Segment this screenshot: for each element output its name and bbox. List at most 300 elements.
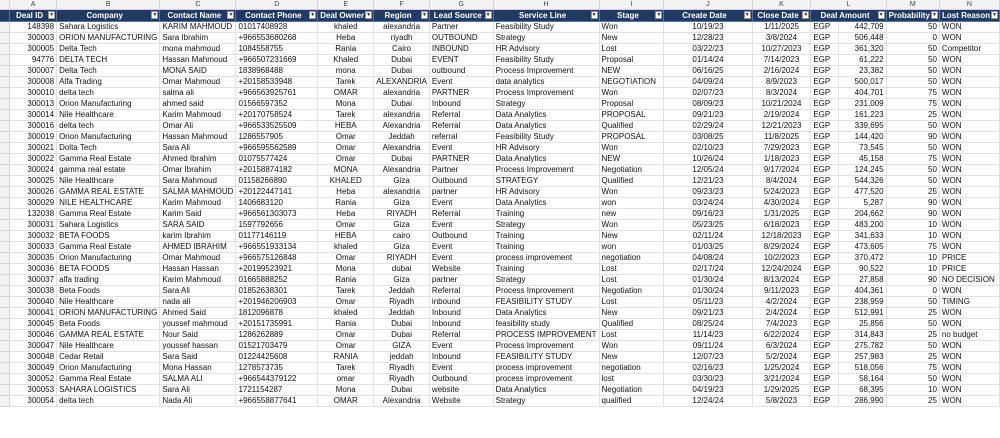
cell[interactable]: 5/2/2024: [752, 352, 811, 363]
cell[interactable]: 50: [886, 297, 939, 308]
cell[interactable]: referral: [429, 132, 493, 143]
cell[interactable]: WON: [939, 209, 999, 220]
cell[interactable]: Heba: [318, 187, 374, 198]
cell[interactable]: Event: [429, 77, 493, 88]
header-create-date[interactable]: [664, 10, 752, 22]
cell[interactable]: 300003: [10, 33, 57, 44]
cell[interactable]: Outbound: [429, 374, 493, 385]
column-letter-f[interactable]: F: [374, 0, 430, 10]
cell[interactable]: WON: [939, 220, 999, 231]
cell[interactable]: Event: [429, 363, 493, 374]
cell[interactable]: Sahara Logistics: [57, 22, 160, 33]
cell[interactable]: qualified: [599, 396, 664, 407]
row-number[interactable]: [0, 33, 10, 44]
cell[interactable]: Mona: [318, 264, 374, 275]
cell[interactable]: 10/26/24: [664, 154, 752, 165]
cell[interactable]: Inbound: [429, 352, 493, 363]
cell[interactable]: Lost: [599, 297, 664, 308]
cell[interactable]: WON: [939, 77, 999, 88]
cell[interactable]: 7/29/2023: [752, 143, 811, 154]
filter-active-icon[interactable]: ▼: [931, 12, 937, 18]
filter-dropdown-icon[interactable]: ▼: [485, 12, 491, 18]
cell[interactable]: NO DECISION: [939, 275, 999, 286]
cell[interactable]: KARIM MAHMOUD: [160, 22, 236, 33]
cell[interactable]: HEBA: [318, 121, 374, 132]
cell[interactable]: SALMA ALI: [160, 374, 236, 385]
row-number[interactable]: [0, 264, 10, 275]
cell[interactable]: 02/16/23: [664, 363, 752, 374]
cell[interactable]: Omar Ibrahim: [160, 165, 236, 176]
cell[interactable]: 161,223: [838, 110, 886, 121]
cell[interactable]: 404,361: [838, 286, 886, 297]
cell[interactable]: Data Analytics: [493, 110, 599, 121]
cell[interactable]: +20199523921: [236, 264, 318, 275]
cell[interactable]: INBOUND: [429, 44, 493, 55]
cell[interactable]: 12/28/23: [664, 33, 752, 44]
cell[interactable]: Sara Mahmoud: [160, 176, 236, 187]
cell[interactable]: Dubai: [374, 319, 430, 330]
cell[interactable]: 300007: [10, 66, 57, 77]
cell[interactable]: jeddah: [374, 352, 430, 363]
cell[interactable]: Delta Tech: [57, 44, 160, 55]
cell[interactable]: +966563925761: [236, 88, 318, 99]
cell[interactable]: 300024: [10, 165, 57, 176]
cell[interactable]: Rania: [318, 198, 374, 209]
cell[interactable]: WON: [939, 176, 999, 187]
cell[interactable]: 8/4/2024: [752, 176, 811, 187]
cell[interactable]: 300041: [10, 308, 57, 319]
cell[interactable]: alexandria: [374, 88, 430, 99]
cell[interactable]: EGP: [811, 77, 838, 88]
cell[interactable]: 1/25/2024: [752, 363, 811, 374]
cell[interactable]: Delta Tech: [57, 66, 160, 77]
cell[interactable]: Qualified: [599, 121, 664, 132]
cell[interactable]: Dubai: [374, 330, 430, 341]
cell[interactable]: WON: [939, 66, 999, 77]
cell[interactable]: 90: [886, 132, 939, 143]
cell[interactable]: RIYADH: [374, 209, 430, 220]
cell[interactable]: Won: [599, 187, 664, 198]
header-deal-amount[interactable]: [811, 10, 886, 22]
cell[interactable]: Karim Mahmoud: [160, 110, 236, 121]
cell[interactable]: 300049: [10, 363, 57, 374]
cell[interactable]: Rania: [318, 319, 374, 330]
cell[interactable]: 1084558755: [236, 44, 318, 55]
filter-dropdown-icon[interactable]: ▼: [49, 12, 55, 18]
cell[interactable]: Giza: [374, 242, 430, 253]
cell[interactable]: 50: [886, 143, 939, 154]
cell[interactable]: 50: [886, 44, 939, 55]
cell[interactable]: 300040: [10, 297, 57, 308]
cell[interactable]: 03/22/23: [664, 44, 752, 55]
row-number[interactable]: [0, 374, 10, 385]
cell[interactable]: 12/18/2023: [752, 231, 811, 242]
cell[interactable]: 08/25/24: [664, 319, 752, 330]
cell[interactable]: Tarek: [318, 110, 374, 121]
cell[interactable]: 90: [886, 209, 939, 220]
cell[interactable]: 01665888252: [236, 275, 318, 286]
cell[interactable]: Negotiation: [599, 165, 664, 176]
cell[interactable]: 10: [886, 253, 939, 264]
cell[interactable]: Won: [599, 22, 664, 33]
cell[interactable]: 25: [886, 187, 939, 198]
cell[interactable]: WON: [939, 319, 999, 330]
cell[interactable]: 300038: [10, 286, 57, 297]
row-number[interactable]: [0, 396, 10, 407]
row-number[interactable]: [0, 319, 10, 330]
cell[interactable]: Strategy: [493, 396, 599, 407]
cell[interactable]: Sara Ali: [160, 286, 236, 297]
cell[interactable]: 6/18/2023: [752, 220, 811, 231]
cell[interactable]: 11/8/2025: [752, 132, 811, 143]
cell[interactable]: Mona: [318, 99, 374, 110]
row-number[interactable]: [0, 121, 10, 132]
cell[interactable]: SAHARA LOGISTICS: [57, 385, 160, 396]
cell[interactable]: +20158874182: [236, 165, 318, 176]
cell[interactable]: Process Improvement: [493, 165, 599, 176]
cell[interactable]: 02/07/23: [664, 88, 752, 99]
cell[interactable]: MONA: [318, 165, 374, 176]
cell[interactable]: +966561303073: [236, 209, 318, 220]
cell[interactable]: 8/13/2024: [752, 275, 811, 286]
cell[interactable]: 1721154287: [236, 385, 318, 396]
cell[interactable]: 02/29/24: [664, 121, 752, 132]
cell[interactable]: Orion Manufacturing: [57, 363, 160, 374]
cell[interactable]: riyadh: [374, 33, 430, 44]
cell[interactable]: NEGOTIATION: [599, 77, 664, 88]
cell[interactable]: 50: [886, 374, 939, 385]
cell[interactable]: NILE HEALTHCARE: [57, 198, 160, 209]
cell[interactable]: delta tech: [57, 396, 160, 407]
cell[interactable]: Omar Ali: [160, 121, 236, 132]
cell[interactable]: 05/11/23: [664, 297, 752, 308]
cell[interactable]: EGP: [811, 187, 838, 198]
cell[interactable]: Strategy: [493, 275, 599, 286]
cell[interactable]: 50: [886, 165, 939, 176]
cell[interactable]: 10: [886, 231, 939, 242]
cell[interactable]: 300010: [10, 88, 57, 99]
cell[interactable]: OMAR: [318, 396, 374, 407]
filter-dropdown-icon[interactable]: ▼: [878, 12, 884, 18]
cell[interactable]: 7/14/2023: [752, 55, 811, 66]
cell[interactable]: Inbound: [429, 319, 493, 330]
cell[interactable]: Beta Foods: [57, 286, 160, 297]
cell[interactable]: WON: [939, 99, 999, 110]
cell[interactable]: WON: [939, 121, 999, 132]
cell[interactable]: 03/30/23: [664, 374, 752, 385]
cell[interactable]: 300052: [10, 374, 57, 385]
cell[interactable]: 300025: [10, 176, 57, 187]
cell[interactable]: Referral: [429, 110, 493, 121]
cell[interactable]: 300005: [10, 44, 57, 55]
cell[interactable]: Hassan Hassan: [160, 264, 236, 275]
cell[interactable]: 3/8/2024: [752, 33, 811, 44]
cell[interactable]: 04/19/23: [664, 385, 752, 396]
cell[interactable]: Omar: [318, 132, 374, 143]
cell[interactable]: HEBA: [318, 231, 374, 242]
cell[interactable]: youssef hassan: [160, 341, 236, 352]
row-number[interactable]: [0, 110, 10, 121]
cell[interactable]: 4/2/2024: [752, 297, 811, 308]
cell[interactable]: Tarek: [318, 286, 374, 297]
cell[interactable]: 404,701: [838, 88, 886, 99]
cell[interactable]: 06/16/25: [664, 66, 752, 77]
cell[interactable]: 1/31/2025: [752, 209, 811, 220]
cell[interactable]: Event: [429, 341, 493, 352]
cell[interactable]: Feasibility Study: [493, 132, 599, 143]
cell[interactable]: EVENT: [429, 55, 493, 66]
cell[interactable]: Mona Hassan: [160, 363, 236, 374]
cell[interactable]: 132038: [10, 209, 57, 220]
cell[interactable]: 4/30/2024: [752, 198, 811, 209]
cell[interactable]: 9/11/2023: [752, 286, 811, 297]
column-letter-m[interactable]: M: [886, 0, 939, 10]
cell[interactable]: 02/17/24: [664, 264, 752, 275]
cell[interactable]: Alexandria: [374, 396, 430, 407]
cell[interactable]: 10: [886, 264, 939, 275]
header-company[interactable]: [57, 10, 160, 22]
cell[interactable]: 27,858: [838, 275, 886, 286]
cell[interactable]: +20170758524: [236, 110, 318, 121]
cell[interactable]: 124,245: [838, 165, 886, 176]
cell[interactable]: WON: [939, 286, 999, 297]
cell[interactable]: Alfa Trading: [57, 77, 160, 88]
cell[interactable]: 50: [886, 319, 939, 330]
row-number[interactable]: [0, 165, 10, 176]
column-letter-h[interactable]: H: [493, 0, 599, 10]
cell[interactable]: GAMMA REAL ESTATE: [57, 330, 160, 341]
cell[interactable]: 12/24/24: [664, 396, 752, 407]
cell[interactable]: Training: [493, 209, 599, 220]
cell[interactable]: Inbound: [429, 99, 493, 110]
cell[interactable]: Giza: [374, 176, 430, 187]
cell[interactable]: mona mahmoud: [160, 44, 236, 55]
cell[interactable]: 25,856: [838, 319, 886, 330]
cell[interactable]: 300048: [10, 352, 57, 363]
cell[interactable]: 1286262889: [236, 330, 318, 341]
cell[interactable]: 08/09/23: [664, 99, 752, 110]
cell[interactable]: ALEXANDRIA: [374, 77, 430, 88]
cell[interactable]: 10/2/2023: [752, 253, 811, 264]
cell[interactable]: gamma real estate: [57, 165, 160, 176]
filter-dropdown-icon[interactable]: ▼: [366, 12, 372, 18]
cell[interactable]: 300053: [10, 385, 57, 396]
column-letter-n[interactable]: N: [939, 0, 999, 10]
cell[interactable]: +966551933134: [236, 242, 318, 253]
cell[interactable]: Omar Mahmoud: [160, 77, 236, 88]
cell[interactable]: Strategy: [493, 220, 599, 231]
filter-dropdown-icon[interactable]: ▼: [421, 12, 427, 18]
cell[interactable]: 12/21/2023: [752, 121, 811, 132]
cell[interactable]: 204,662: [838, 209, 886, 220]
cell[interactable]: RANIA: [318, 352, 374, 363]
cell[interactable]: EGP: [811, 22, 838, 33]
cell[interactable]: process improvement: [493, 363, 599, 374]
row-number[interactable]: [0, 363, 10, 374]
cell[interactable]: 45,158: [838, 154, 886, 165]
cell[interactable]: AHMED IBRAHIM: [160, 242, 236, 253]
cell[interactable]: KHALED: [318, 176, 374, 187]
cell[interactable]: Won: [599, 220, 664, 231]
cell[interactable]: Proposal: [599, 55, 664, 66]
row-number[interactable]: [0, 308, 10, 319]
cell[interactable]: 483,200: [838, 220, 886, 231]
cell[interactable]: Data Analytics: [493, 121, 599, 132]
cell[interactable]: PROCESS IMPROVEMENT: [493, 330, 599, 341]
cell[interactable]: Orion Manufacturing: [57, 99, 160, 110]
cell[interactable]: WON: [939, 385, 999, 396]
cell[interactable]: Omar: [318, 341, 374, 352]
cell[interactable]: 02/11/24: [664, 231, 752, 242]
cell[interactable]: Data Analytics: [493, 385, 599, 396]
cell[interactable]: 148398: [10, 22, 57, 33]
row-number[interactable]: [0, 330, 10, 341]
cell[interactable]: Nile Healthcare: [57, 176, 160, 187]
cell[interactable]: Tarek: [318, 77, 374, 88]
cell[interactable]: Ahmed Ibrahim: [160, 154, 236, 165]
cell[interactable]: delta tech: [57, 88, 160, 99]
cell[interactable]: 12/07/23: [664, 352, 752, 363]
cell[interactable]: Riyadh: [374, 297, 430, 308]
cell[interactable]: 300033: [10, 242, 57, 253]
cell[interactable]: 09/23/23: [664, 187, 752, 198]
cell[interactable]: Process Improvement: [493, 66, 599, 77]
cell[interactable]: New: [599, 352, 664, 363]
cell[interactable]: 1/29/2025: [752, 385, 811, 396]
cell[interactable]: OMAR: [318, 88, 374, 99]
cell[interactable]: Feasibility Study: [493, 22, 599, 33]
cell[interactable]: khaled: [318, 308, 374, 319]
cell[interactable]: HR Advisory: [493, 187, 599, 198]
cell[interactable]: Nada Ali: [160, 396, 236, 407]
cell[interactable]: 2/16/2024: [752, 66, 811, 77]
cell[interactable]: Lost: [599, 330, 664, 341]
cell[interactable]: Mona: [318, 385, 374, 396]
cell[interactable]: WON: [939, 88, 999, 99]
cell[interactable]: 500,017: [838, 77, 886, 88]
cell[interactable]: 04/08/24: [664, 253, 752, 264]
header-probability[interactable]: [886, 10, 939, 22]
cell[interactable]: 12/24/2024: [752, 264, 811, 275]
cell[interactable]: new: [599, 209, 664, 220]
cell[interactable]: PROPOSAL: [599, 110, 664, 121]
header-stage[interactable]: [599, 10, 664, 22]
cell[interactable]: Strategy: [493, 99, 599, 110]
cell[interactable]: Omar: [318, 330, 374, 341]
cell[interactable]: Gamma Real Estate: [57, 242, 160, 253]
cell[interactable]: +966558877641: [236, 396, 318, 407]
cell[interactable]: Partner: [429, 22, 493, 33]
cell[interactable]: no budget: [939, 330, 999, 341]
cell[interactable]: youssef mahmoud: [160, 319, 236, 330]
cell[interactable]: 09/21/23: [664, 110, 752, 121]
row-number[interactable]: [0, 231, 10, 242]
cell[interactable]: WON: [939, 187, 999, 198]
cell[interactable]: lost: [599, 374, 664, 385]
row-number[interactable]: [0, 132, 10, 143]
cell[interactable]: Omar: [318, 297, 374, 308]
filter-dropdown-icon[interactable]: ▼: [744, 12, 750, 18]
cell[interactable]: Website: [429, 264, 493, 275]
cell[interactable]: 50: [886, 22, 939, 33]
cell[interactable]: Sara Ali: [160, 385, 236, 396]
cell[interactable]: Referral: [429, 286, 493, 297]
cell[interactable]: 25: [886, 330, 939, 341]
cell[interactable]: EGP: [811, 275, 838, 286]
cell[interactable]: +20158533948: [236, 77, 318, 88]
cell[interactable]: EGP: [811, 220, 838, 231]
cell[interactable]: +966507231669: [236, 55, 318, 66]
cell[interactable]: 512,991: [838, 308, 886, 319]
cell[interactable]: Nile Healthcare: [57, 297, 160, 308]
cell[interactable]: STRATEGY: [493, 176, 599, 187]
column-letter-a[interactable]: A: [10, 0, 57, 10]
row-number[interactable]: [0, 66, 10, 77]
cell[interactable]: 11/14/23: [664, 330, 752, 341]
filter-dropdown-icon[interactable]: ▼: [310, 12, 316, 18]
cell[interactable]: WON: [939, 154, 999, 165]
cell[interactable]: 300013: [10, 99, 57, 110]
cell[interactable]: Referral: [429, 209, 493, 220]
cell[interactable]: 1812096878: [236, 308, 318, 319]
cell[interactable]: partner: [429, 187, 493, 198]
cell[interactable]: WON: [939, 55, 999, 66]
cell[interactable]: Website: [429, 396, 493, 407]
cell[interactable]: EGP: [811, 154, 838, 165]
cell[interactable]: EGP: [811, 66, 838, 77]
filter-dropdown-icon[interactable]: ▼: [152, 12, 158, 18]
column-letter-d[interactable]: D: [236, 0, 318, 10]
cell[interactable]: Strategy: [493, 33, 599, 44]
cell[interactable]: WON: [939, 396, 999, 407]
cell[interactable]: 75: [886, 363, 939, 374]
cell[interactable]: +966553680268: [236, 33, 318, 44]
cell[interactable]: dubai: [374, 264, 430, 275]
cell[interactable]: FEASIBILITY STUDY: [493, 297, 599, 308]
cell[interactable]: Karim Mahmoud: [160, 198, 236, 209]
cell[interactable]: data analytics: [493, 77, 599, 88]
cell[interactable]: Khaled: [318, 55, 374, 66]
cell[interactable]: Omar: [318, 154, 374, 165]
cell[interactable]: WON: [939, 33, 999, 44]
cell[interactable]: 506,448: [838, 33, 886, 44]
cell[interactable]: Rania: [318, 44, 374, 55]
cell[interactable]: Karim Said: [160, 209, 236, 220]
cell[interactable]: 300032: [10, 231, 57, 242]
cell[interactable]: SARA SAID: [160, 220, 236, 231]
cell[interactable]: 300045: [10, 319, 57, 330]
cell[interactable]: +966595562589: [236, 143, 318, 154]
cell[interactable]: DELTA TECH: [57, 55, 160, 66]
cell[interactable]: alfa trading: [57, 275, 160, 286]
cell[interactable]: Gamma Real Estate: [57, 374, 160, 385]
cell[interactable]: partner: [429, 275, 493, 286]
cell[interactable]: negotiation: [599, 253, 664, 264]
cell[interactable]: FEASIBILITY STUDY: [493, 352, 599, 363]
cell[interactable]: 7/4/2023: [752, 319, 811, 330]
cell[interactable]: EGP: [811, 242, 838, 253]
cell[interactable]: 10/19/23: [664, 22, 752, 33]
cell[interactable]: Omar Mahmoud: [160, 253, 236, 264]
cell[interactable]: 1406683120: [236, 198, 318, 209]
row-number[interactable]: [0, 341, 10, 352]
column-letter-e[interactable]: E: [318, 0, 374, 10]
cell[interactable]: 8/3/2024: [752, 88, 811, 99]
cell[interactable]: Process Improvement: [493, 88, 599, 99]
column-letter-c[interactable]: C: [160, 0, 236, 10]
cell[interactable]: 01075577424: [236, 154, 318, 165]
cell[interactable]: Cairo: [374, 44, 430, 55]
